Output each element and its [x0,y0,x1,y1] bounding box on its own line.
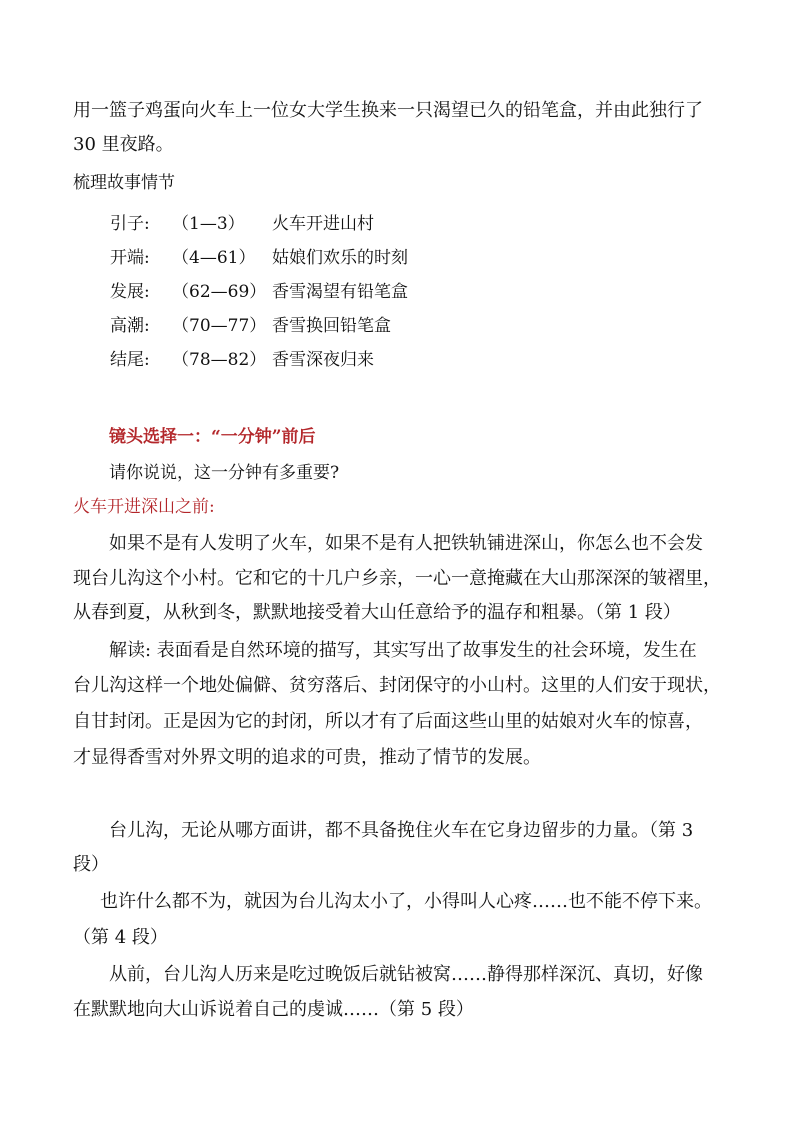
plot-row-text: 香雪换回铅笔盒 [272,315,391,336]
plot-row-text: 香雪深夜归来 [272,349,374,370]
paragraph-5-line-2: 在默默地向大山诉说着自己的虔诚……（第 5 段） [73,999,474,1020]
plot-outline-list [110,204,408,374]
intro-line-2: 30 里夜路。 [73,134,174,155]
plot-row [110,306,408,340]
paragraph-5-line-1: 从前，台儿沟人历来是吃过晚饭后就钻被窝……静得那样深沉、真切，好像 [109,964,703,985]
plot-row-text: 姑娘们欢乐的时刻 [272,247,408,268]
analysis-line-4: 才显得香雪对外界文明的追求的可贵，推动了情节的发展。 [73,747,541,768]
paragraph-1-line-1: 如果不是有人发明了火车，如果不是有人把铁轨铺进深山，你怎么也不会发 [109,533,703,554]
paragraph-1-line-3: 从春到夏，从秋到冬，默默地接受着大山任意给予的温存和粗暴。（第 1 段） [73,602,681,623]
plot-row-label: 结尾: [110,349,150,370]
paragraph-4-line-1: 也许什么都不为，就因为台儿沟太小了，小得叫人心疼……也不能不停下来。 [100,891,712,912]
analysis-line-2: 台儿沟这样一个地处偏僻、贫穷落后、封闭保守的小山村。这里的人们安于现状， [73,675,721,696]
plot-row-label: 引子: [110,213,150,234]
paragraph-1-line-2: 现台儿沟这个小村。它和它的十几户乡亲，一心一意掩藏在大山那深深的皱褶里， [73,568,721,589]
plot-row-label: 高潮: [110,315,150,336]
section-title: 镜头选择一：“一分钟”前后 [109,427,316,447]
intro-line-1: 用一篮子鸡蛋向火车上一位女大学生换来一只渴望已久的铅笔盒，并由此独行了 [73,100,703,121]
paragraph-3-line-2: 段） [73,854,109,875]
plot-row [110,238,408,272]
section-question: 请你说说，这一分钟有多重要? [109,463,340,483]
plot-row-range: （70—77） [172,315,267,336]
plot-row [110,340,408,374]
plot-outline-heading: 梳理故事情节 [73,173,175,193]
paragraph-3-line-1: 台儿沟，无论从哪方面讲，都不具备挽住火车在它身边留步的力量。（第 3 [109,820,694,841]
plot-row-range: （1—3） [172,213,245,234]
paragraph-4-line-2: （第 4 段） [73,927,168,948]
plot-row [110,204,408,238]
plot-row-label: 发展: [110,281,150,302]
plot-row-range: （4—61） [172,247,256,268]
section-subheading: 火车开进深山之前: [73,497,215,517]
analysis-line-3: 自甘封闭。正是因为它的封闭，所以才有了后面这些山里的姑娘对火车的惊喜， [73,711,703,732]
plot-row-range: （62—69） [172,281,267,302]
plot-row-range: （78—82） [172,349,267,370]
plot-row-text: 火车开进山村 [272,213,374,234]
analysis-line-1: 解读: 表面看是自然环境的描写，其实写出了故事发生的社会环境，发生在 [109,640,697,661]
plot-row-label: 开端: [110,247,150,268]
plot-row [110,272,408,306]
plot-row-text: 香雪渴望有铅笔盒 [272,281,408,302]
